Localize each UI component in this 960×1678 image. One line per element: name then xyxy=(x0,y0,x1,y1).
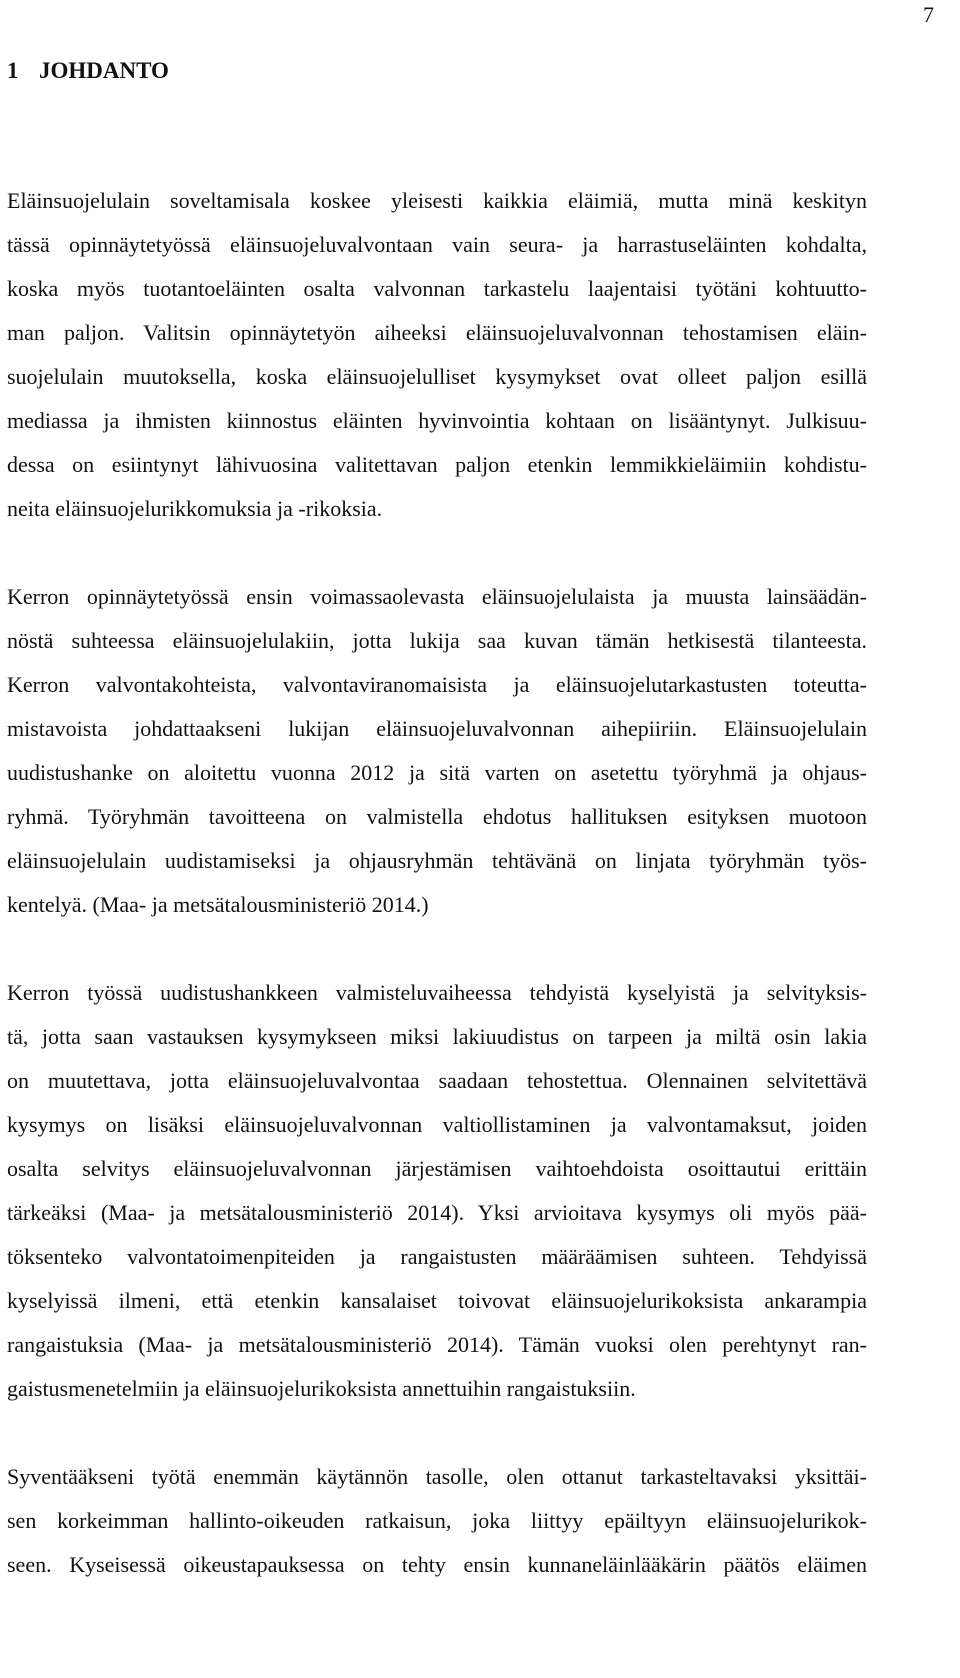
chapter-number: 1 xyxy=(7,58,19,83)
text-line: gaistusmenetelmiin ja eläinsuojelurikoksista annettuihin rangaistuksiin. xyxy=(7,1376,636,1401)
text-line: neita eläinsuojelurikkomuksia ja -rikoksia. xyxy=(7,496,383,521)
text-line: dessa on esiintynyt lähivuosina valitettavan paljon etenkin lemmikkieläimiin kohdistu- xyxy=(7,452,867,477)
text-line: mediassa ja ihmisten kiinnostus eläinten hyvinvointia kohtaan on lisääntynyt. Julkisuu- xyxy=(7,408,867,433)
text-line: uudistushanke on aloitettu vuonna 2012 ja sitä varten on asetettu työryhmä ja ohjaus- xyxy=(7,760,867,785)
text-line: Syventääkseni työtä enemmän käytännön tasolle, olen ottanut tarkasteltavaksi yksittäi- xyxy=(7,1464,867,1489)
text-line: töksenteko valvontatoimenpiteiden ja rangaistusten määräämisen suhteen. Tehdyissä xyxy=(7,1244,867,1269)
text-line: kentelyä. (Maa- ja metsätalousministeriö 2014.) xyxy=(7,892,429,917)
text-line: tärkeäksi (Maa- ja metsätalousministeriö 2014). Yksi arvioitava kysymys oli myös pää- xyxy=(7,1200,867,1225)
chapter-title: JOHDANTO xyxy=(39,58,169,83)
text-line: nöstä suhteessa eläinsuojelulakiin, jotta lukija saa kuvan tämän hetkisestä tilanteesta. xyxy=(7,628,867,653)
text-line: on muutettava, jotta eläinsuojeluvalvontaa saadaan tehostettua. Olennainen selvitettävä xyxy=(7,1068,867,1093)
text-line: rangaistuksia (Maa- ja metsätalousministeriö 2014). Tämän vuoksi olen perehtynyt ran- xyxy=(7,1332,867,1357)
text-line: Eläinsuojelulain soveltamisala koskee yleisesti kaikkia eläimiä, mutta minä keskityn xyxy=(7,188,867,213)
text-line: man paljon. Valitsin opinnäytetyön aiheeksi eläinsuojeluvalvonnan tehostamisen eläin- xyxy=(7,320,867,345)
text-line: Kerron työssä uudistushankkeen valmisteluvaiheessa tehdyistä kyselyistä ja selvityksis- xyxy=(7,980,867,1005)
text-line: osalta selvitys eläinsuojeluvalvonnan järjestämisen vaihtoehdoista osoittautui erittäin xyxy=(7,1156,867,1181)
text-line: tä, jotta saan vastauksen kysymykseen miksi lakiuudistus on tarpeen ja miltä osin lakia xyxy=(7,1024,867,1049)
paragraph-2 xyxy=(7,575,867,927)
paragraph-4 xyxy=(7,1455,867,1587)
text-line: kysymys on lisäksi eläinsuojeluvalvonnan valtiollistaminen ja valvontamaksut, joiden xyxy=(7,1112,867,1137)
text-line: eläinsuojelulain uudistamiseksi ja ohjausryhmän tehtävänä on linjata työryhmän työs- xyxy=(7,848,867,873)
page-number: 7 xyxy=(923,2,934,27)
text-line: mistavoista johdattaakseni lukijan eläinsuojeluvalvonnan aihepiiriin. Eläinsuojelulain xyxy=(7,716,867,741)
paragraph-1 xyxy=(7,179,867,531)
chapter-heading xyxy=(7,56,169,86)
text-line: ryhmä. Työryhmän tavoitteena on valmistella ehdotus hallituksen esityksen muotoon xyxy=(7,804,867,829)
text-line: sen korkeimman hallinto-oikeuden ratkaisun, joka liittyy epäiltyyn eläinsuojelurikok- xyxy=(7,1508,867,1533)
text-line: Kerron valvontakohteista, valvontaviranomaisista ja eläinsuojelutarkastusten toteutta- xyxy=(7,672,867,697)
text-line: suojelulain muutoksella, koska eläinsuojelulliset kysymykset ovat olleet paljon esillä xyxy=(7,364,867,389)
text-line: kyselyissä ilmeni, että etenkin kansalaiset toivovat eläinsuojelurikoksista ankarampia xyxy=(7,1288,867,1313)
paragraph-3 xyxy=(7,971,867,1411)
text-line: Kerron opinnäytetyössä ensin voimassaolevasta eläinsuojelulaista ja muusta lainsäädän- xyxy=(7,584,867,609)
text-line: seen. Kyseisessä oikeustapauksessa on tehty ensin kunnaneläinlääkärin päätös eläimen xyxy=(7,1552,867,1577)
text-line: tässä opinnäytetyössä eläinsuojeluvalvontaan vain seura- ja harrastuseläinten kohdalta, xyxy=(7,232,867,257)
text-line: koska myös tuotantoeläinten osalta valvonnan tarkastelu laajentaisi työtäni kohtuutto- xyxy=(7,276,867,301)
